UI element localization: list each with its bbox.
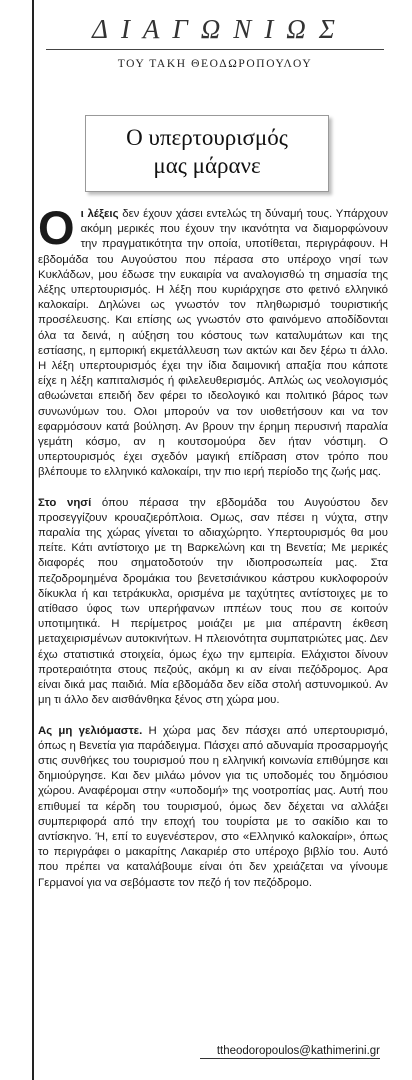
paragraph-2-lead: Στο νησί bbox=[38, 496, 92, 509]
byline: ΤΟΥ ΤΑΚΗ ΘΕΟΔΩΡΟΠΟΥΛΟΥ bbox=[117, 58, 313, 70]
paragraph-2 bbox=[38, 496, 388, 709]
paragraph-1-lead: ι λέξεις bbox=[80, 208, 119, 220]
headline-box bbox=[85, 115, 329, 192]
paragraph-2-text: όπου πέρασα την εβδομάδα του Αυγούστου δεν προσεγγίζουν κρουαζιερόπλοια. Ομως, σαν πέσει η νύχτα, στην παραλία της χώρας γίνεται το αδιαχώρητο. Υπερτουρισμός θα μου πείτε. Κάτι αντίστοιχο με τη Βαρκελώνη και τη Βενετία; Με μερικές διαφορές που σηματοδοτούν την ιδιοπροσωπεία μας. Στα πεζοδρομημένα δρομάκια του βενετσιάνικου κάστρου κυκλοφορούν δίκυκλα ή και τετράκυκλα, ορισμένα με ταχύτητες αντίστοιχες με το ατίθασο ύφος των υπερήφανων ιππέων τους που σε κοιτούν υποτιμητικά. Η περίμετρος μοιάζει με μια απέραντη έκθεση μεταχειρισμένων αυτοκινήτων. Η πλειονότητα συμπατριώτες μας. Δεν έχω στατιστικά στοιχεία, όμως έχω την εμπειρία. Ελάχιστοι δίνουν προτεραιότητα στους πεζούς, ακόμη κι αν είναι πεζόδρομος. Αρα είναι δικά μας παιδιά. Μία εβδομάδα δεν είδα στολή αστυνομικού. Αν μη τι άλλο δεν αισθάνθηκα ξένος στη χώρα μου. bbox=[38, 496, 388, 707]
paragraph-1 bbox=[38, 201, 388, 481]
masthead bbox=[40, 14, 390, 70]
headline-line-2: μας μάρανε bbox=[153, 153, 261, 178]
paragraph-1-text: δεν έχουν χάσει εντελώς τη δύναμή τους. Υπάρχουν ακόμη μερικές που έχουν την ικανότητα να διαμορφώνουν την πραγματικότητα την οποία, υποτίθεται, περιγράφουν. Η εβδομάδα του Αυγούστου που πέρασα στο υπέροχο νησί των Κυκλάδων, μου έδωσε την ευκαιρία να αναλογισθώ τη σημασία της λέξης υπερτουρισμός. Η λέξη που κυριάρχησε στο φετινό ελληνικό καλοκαίρι. Δηλώνει ως γνωστόν τον πληθωρισμό τουριστικής προσέλευσης. Και επίσης ως γνωστόν στο φαινόμενο αποδίδονται όλα τα δεινά, η αύξηση του κόστους των καταλυμάτων και της εστίασης, η εμπορική εκμετάλλευση των ακτών και δεν ξέρω τι άλλο. Η λέξη υπερτουρισμός έχει την ίδια δαιμονική απαξία που κάποτε είχε η λέξη καπιταλισμός ή φιλελευθερισμός. Απλώς ως νεολογισμός αθωώνεται επειδή δεν φέρει το ιδεολογικό και πολιτικό βάρος των συνωνύμων του. Ολοι μπορούν να τον υιοθετήσουν και να τον εφαρμόσουν κατά βούληση. Αν βρουν την έρημη περυσινή παραλία γεμάτη κόσμο, αν η κουτσομούρα δεν ήταν νόστιμη. Ο υπερτουρισμός έχει σχεδόν μαγική επίδραση στον τρόπο που βλέπουμε το ελληνικό καλοκαίρι, την πιο ιερή περίοδο της ζωής μας. bbox=[38, 208, 388, 479]
drop-cap: Ο bbox=[38, 201, 75, 254]
column-divider bbox=[32, 0, 34, 1080]
masthead-rule bbox=[46, 49, 384, 50]
paragraph-3-text: Η χώρα μας δεν πάσχει από υπερτουρισμό, όπως η Βενετία για παράδειγμα. Πάσχει από αδυναμία προσαρμογής στις συνθήκες του τουρισμού που η ελληνική κοινωνία επιθύμησε και δημιούργησε. Και δεν μιλάω μόνον για τις υποδομές του δημόσιου χώρου. Αναφέρομαι στην «υποδομή» της νοοτροπίας μας. Αυτή που επιθυμεί τα κέρδη του τουρισμού, όμως δεν δέχεται να αλλάξει συμπεριφορά από την εποχή του τουρίστα με το σακίδιο και το αντίσκηνο. Ή, επί το ευγενέστερον, στο «Ελληνικό καλοκαίρι», όπως το περιγράφει ο μακαρίτης Λακαριέρ στο υπέροχο βιβλίο του. Αυτό που πρέπει να καταλάβουμε είναι ότι δεν χρειάζεται να γίνουμε Γερμανοί για να σεβόμαστε τον πεζό ή τον πεζόδρομο. bbox=[38, 724, 388, 889]
column-name: ΔΙΑΓΩΝΙΩΣ bbox=[92, 14, 348, 44]
headline-line-1: Ο υπερτουρισμός bbox=[126, 125, 288, 150]
headline bbox=[86, 116, 328, 180]
author-email: ttheodoropoulos@kathimerini.gr bbox=[200, 1045, 380, 1059]
paragraph-3 bbox=[38, 724, 388, 891]
article-body bbox=[38, 201, 388, 906]
paragraph-3-lead: Ας μη γελιόμαστε. bbox=[38, 724, 143, 737]
